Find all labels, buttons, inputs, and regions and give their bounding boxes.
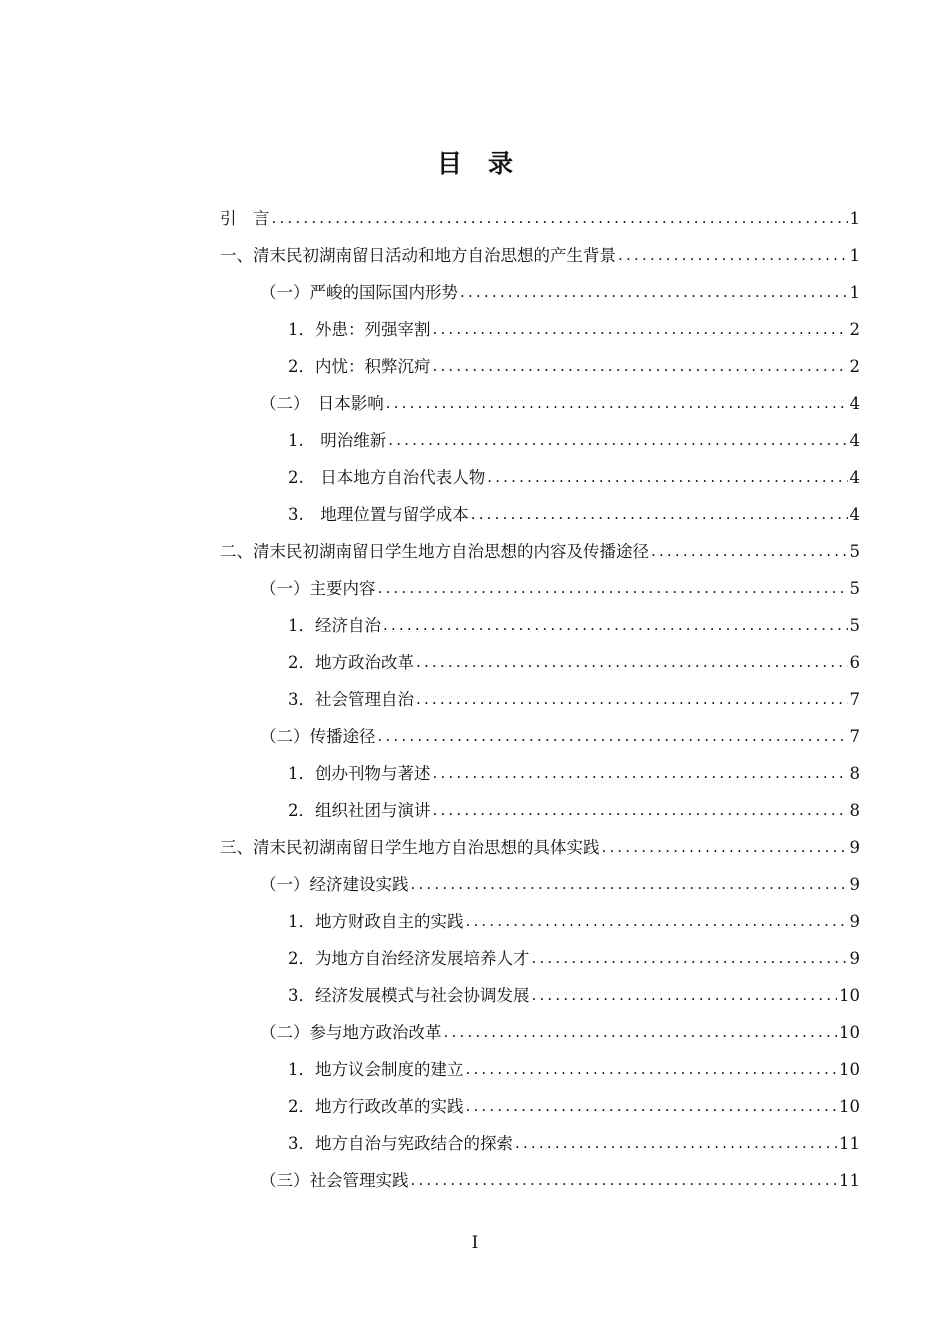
- dot-leader: [388, 422, 847, 459]
- toc-entry[interactable]: [220, 533, 860, 570]
- toc-entry-label: 3．地方自治与宪政结合的探索: [288, 1134, 513, 1153]
- toc-entry-label: 2．地方政治改革: [288, 653, 414, 672]
- toc-entry-label: 3. 地理位置与留学成本: [288, 505, 469, 524]
- dot-leader: [532, 977, 838, 1014]
- dot-leader: [386, 385, 848, 422]
- toc-entry[interactable]: [220, 459, 860, 496]
- dot-leader: [433, 755, 848, 792]
- toc-entry-page-number: 5: [849, 542, 860, 561]
- dot-leader: [383, 607, 848, 644]
- toc-entry-label: （二）参与地方政治改革: [260, 1023, 442, 1042]
- dot-leader: [466, 903, 848, 940]
- toc-entry-label: （三）社会管理实践: [260, 1171, 409, 1190]
- toc-entry-page-number: 4: [849, 431, 860, 450]
- toc-entry-page-number: 1: [849, 246, 860, 265]
- toc-entry-page-number: 11: [839, 1171, 860, 1190]
- toc-entry-page-number: 5: [849, 616, 860, 635]
- dot-leader: [433, 311, 848, 348]
- toc-entry-label: 2．为地方自治经济发展培养人才: [288, 949, 530, 968]
- toc-entry[interactable]: [220, 792, 860, 829]
- toc-entry[interactable]: [220, 644, 860, 681]
- dot-leader: [466, 1051, 838, 1088]
- toc-entry-label: 2. 日本地方自治代表人物: [288, 468, 486, 487]
- toc-entry-page-number: 1: [849, 283, 860, 302]
- table-of-contents: [220, 200, 860, 1199]
- toc-entry-page-number: 8: [849, 801, 860, 820]
- toc-entry-page-number: 9: [849, 912, 860, 931]
- toc-entry[interactable]: [220, 496, 860, 533]
- toc-entry-label: 3．经济发展模式与社会协调发展: [288, 986, 530, 1005]
- toc-entry-page-number: 2: [849, 320, 860, 339]
- toc-entry[interactable]: [220, 570, 860, 607]
- toc-entry-label: （二） 日本影响: [260, 394, 384, 413]
- toc-entry[interactable]: [220, 755, 860, 792]
- toc-entry-page-number: 5: [849, 579, 860, 598]
- toc-entry[interactable]: [220, 1088, 860, 1125]
- toc-entry[interactable]: [220, 1162, 860, 1199]
- toc-entry[interactable]: [220, 200, 860, 237]
- toc-entry-label: 引 言: [220, 209, 270, 228]
- dot-leader: [471, 496, 848, 533]
- toc-entry[interactable]: [220, 607, 860, 644]
- toc-entry-page-number: 7: [849, 690, 860, 709]
- toc-entry-label: 1. 明治维新: [288, 431, 387, 450]
- dot-leader: [378, 570, 848, 607]
- toc-entry[interactable]: [220, 718, 860, 755]
- toc-entry[interactable]: [220, 681, 860, 718]
- toc-entry[interactable]: [220, 940, 860, 977]
- toc-entry-page-number: 10: [839, 1023, 860, 1042]
- toc-entry-page-number: 10: [839, 986, 860, 1005]
- toc-entry-label: 三、清末民初湖南留日学生地方自治思想的具体实践: [220, 838, 600, 857]
- toc-entry[interactable]: [220, 237, 860, 274]
- dot-leader: [378, 718, 848, 755]
- toc-entry-page-number: 9: [849, 875, 860, 894]
- toc-entry[interactable]: [220, 1125, 860, 1162]
- toc-entry-label: 1．经济自治: [288, 616, 381, 635]
- toc-entry-label: 2．内忧：积弊沉疴: [288, 357, 431, 376]
- toc-entry[interactable]: [220, 829, 860, 866]
- toc-entry-label: （一）主要内容: [260, 579, 376, 598]
- dot-leader: [487, 459, 847, 496]
- toc-entry[interactable]: [220, 1051, 860, 1088]
- toc-entry-label: 一、清末民初湖南留日活动和地方自治思想的产生背景: [220, 246, 616, 265]
- toc-entry[interactable]: [220, 311, 860, 348]
- toc-entry-page-number: 10: [839, 1097, 860, 1116]
- toc-entry-label: 1．创办刊物与著述: [288, 764, 431, 783]
- dot-leader: [272, 200, 848, 237]
- toc-entry[interactable]: [220, 274, 860, 311]
- page-title: 目录: [436, 149, 539, 178]
- toc-entry-page-number: 4: [849, 505, 860, 524]
- dot-leader: [411, 866, 848, 903]
- toc-entry[interactable]: [220, 866, 860, 903]
- toc-entry-page-number: 11: [839, 1134, 860, 1153]
- toc-entry-label: （一）经济建设实践: [260, 875, 409, 894]
- toc-entry-page-number: 1: [849, 209, 860, 228]
- toc-entry[interactable]: [220, 903, 860, 940]
- toc-entry-label: 1．地方议会制度的建立: [288, 1060, 464, 1079]
- toc-entry-label: 3．社会管理自治: [288, 690, 414, 709]
- dot-leader: [411, 1162, 838, 1199]
- dot-leader: [466, 1088, 838, 1125]
- toc-entry-label: 2．组织社团与演讲: [288, 801, 431, 820]
- toc-entry[interactable]: [220, 1014, 860, 1051]
- toc-entry[interactable]: [220, 348, 860, 385]
- toc-entry[interactable]: [220, 385, 860, 422]
- toc-entry-label: 1．外患：列强宰割: [288, 320, 431, 339]
- dot-leader: [460, 274, 848, 311]
- toc-entry[interactable]: [220, 977, 860, 1014]
- dot-leader: [444, 1014, 838, 1051]
- toc-entry-page-number: 6: [849, 653, 860, 672]
- toc-entry-label: （二）传播途径: [260, 727, 376, 746]
- toc-entry-label: 1．地方财政自主的实践: [288, 912, 464, 931]
- toc-entry-page-number: 10: [839, 1060, 860, 1079]
- dot-leader: [618, 237, 848, 274]
- toc-entry-label: （一）严峻的国际国内形势: [260, 283, 458, 302]
- toc-entry[interactable]: [220, 422, 860, 459]
- dot-leader: [532, 940, 848, 977]
- toc-entry-page-number: 2: [849, 357, 860, 376]
- toc-entry-page-number: 4: [849, 468, 860, 487]
- dot-leader: [433, 348, 848, 385]
- toc-entry-label: 二、清末民初湖南留日学生地方自治思想的内容及传播途径: [220, 542, 649, 561]
- toc-entry-page-number: 4: [849, 394, 860, 413]
- dot-leader: [416, 681, 848, 718]
- toc-entry-page-number: 9: [849, 949, 860, 968]
- page-number-footer: I: [471, 1233, 479, 1253]
- dot-leader: [433, 792, 848, 829]
- toc-entry-page-number: 9: [849, 838, 860, 857]
- dot-leader: [602, 829, 848, 866]
- toc-entry-page-number: 8: [849, 764, 860, 783]
- dot-leader: [515, 1125, 837, 1162]
- dot-leader: [651, 533, 848, 570]
- toc-entry-page-number: 7: [849, 727, 860, 746]
- toc-entry-label: 2．地方行政改革的实践: [288, 1097, 464, 1116]
- dot-leader: [416, 644, 848, 681]
